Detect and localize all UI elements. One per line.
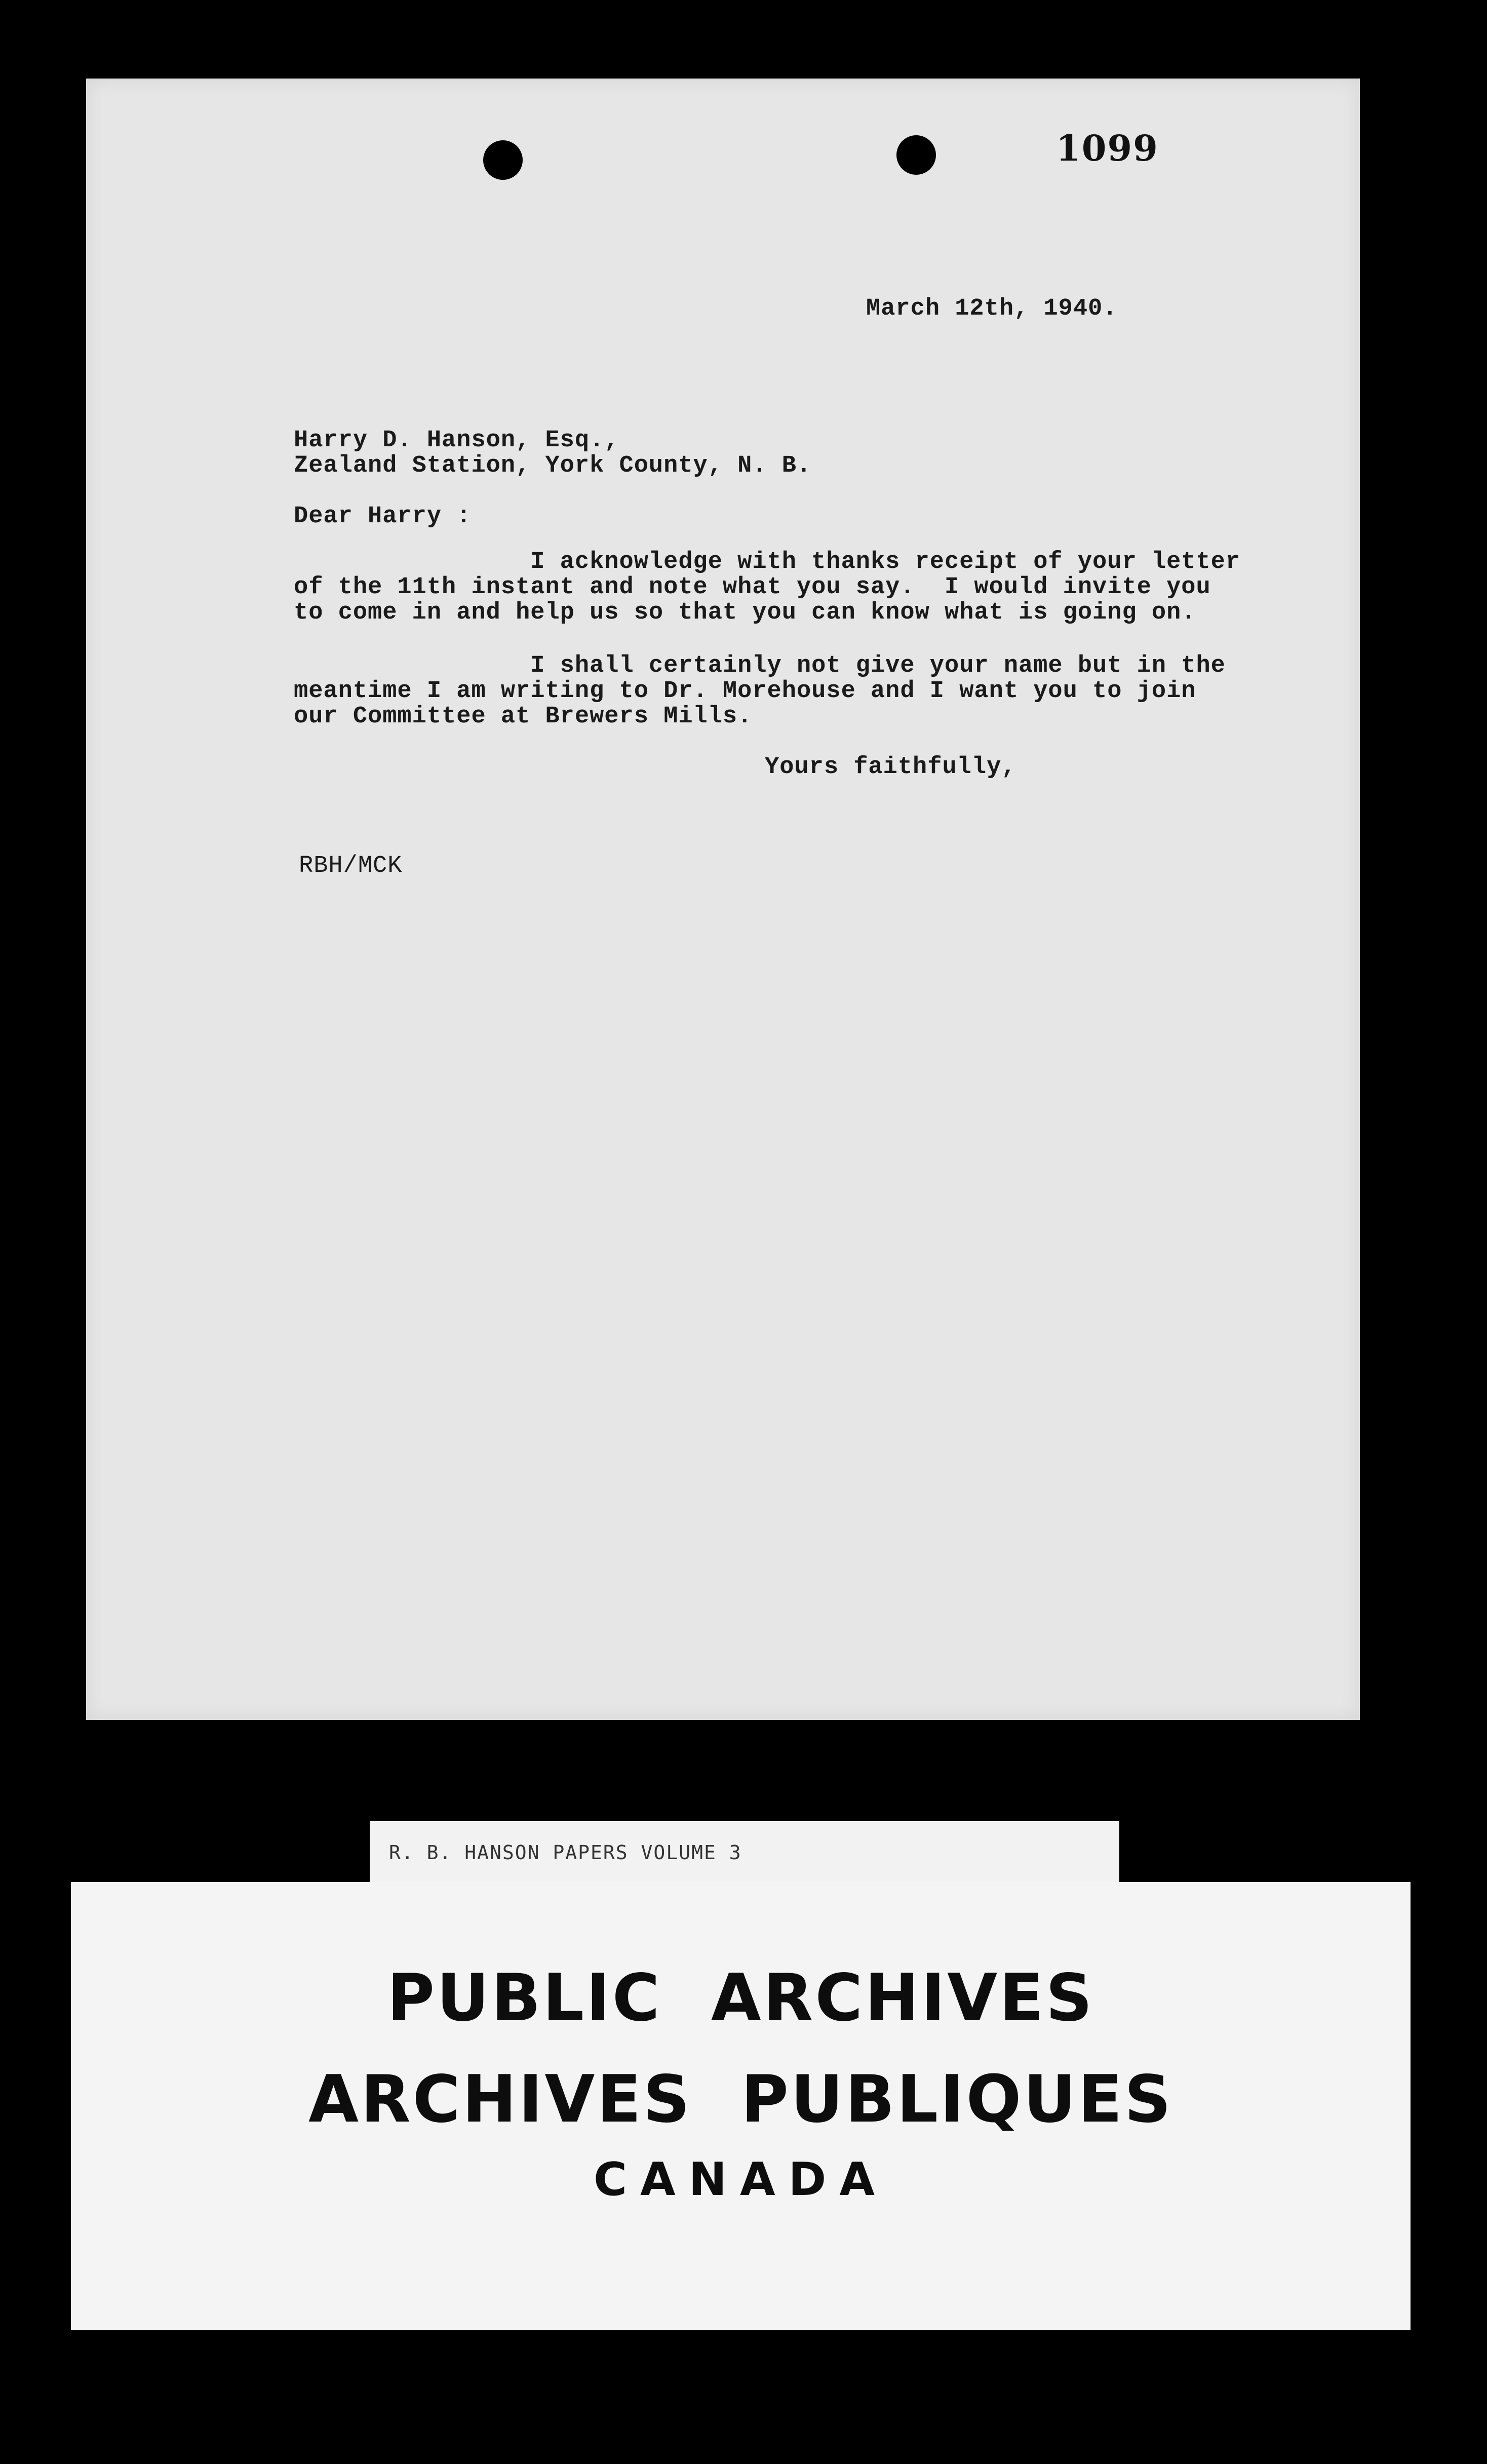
typist-initials: RBH/MCK (299, 853, 403, 879)
volume-tag (370, 1821, 1119, 1882)
recipient-address: Zealand Station, York County, N. B. (294, 452, 812, 479)
volume-tag-text: R. B. HANSON PAPERS VOLUME 3 (389, 1841, 742, 1864)
letter-sheet (86, 79, 1360, 1720)
archive-country: CANADA (593, 2153, 888, 2206)
page-number: 1099 (1056, 127, 1159, 169)
recipient-name: Harry D. Hanson, Esq., (294, 427, 619, 454)
body-paragraph-2: I shall certainly not give your name but in the meantime I am writing to Dr. Morehouse and I want you to join our Committee at Brewers Mills. (294, 652, 1226, 730)
salutation: Dear Harry : (294, 503, 472, 530)
punch-hole-left (483, 140, 523, 180)
closing: Yours faithfully, (765, 754, 1016, 781)
letter-date: March 12th, 1940. (866, 295, 1118, 322)
archive-card (71, 1882, 1411, 2330)
body-paragraph-1: I acknowledge with thanks receipt of your letter of the 11th instant and note what you say. I would invite you to come in and help us so that you can know what is going on. (294, 549, 1241, 626)
punch-hole-right (896, 135, 936, 175)
archive-title-english: PUBLIC ARCHIVES (387, 1960, 1094, 2036)
archive-title-french: ARCHIVES PUBLIQUES (308, 2062, 1173, 2137)
